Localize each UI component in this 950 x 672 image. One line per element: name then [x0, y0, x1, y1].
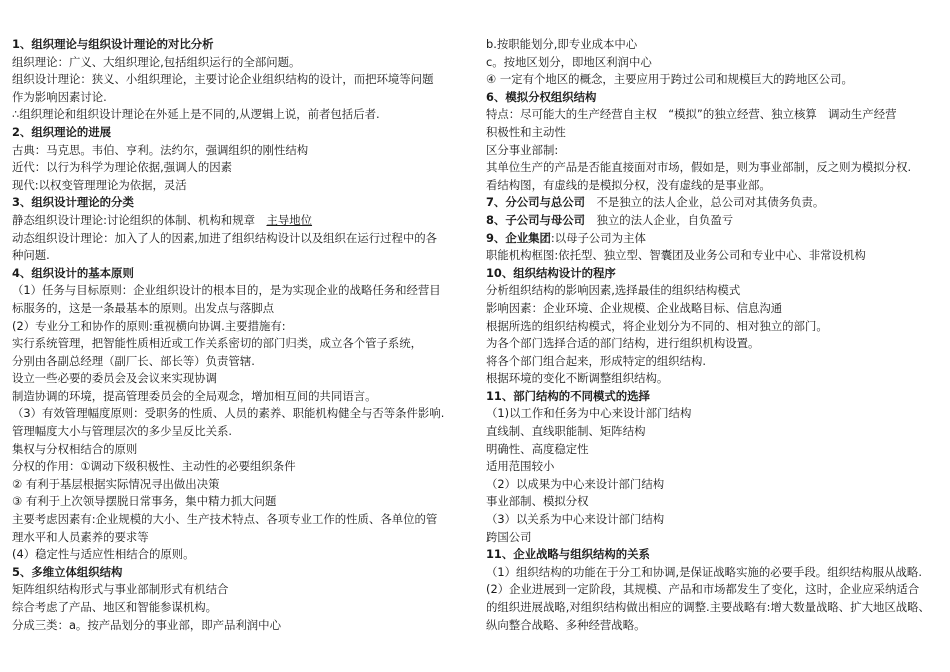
text-line: [12, 212, 464, 230]
text-line: [12, 388, 464, 406]
line-text: 近代：以行为科学为理论依据,强调人的因素: [12, 160, 233, 175]
line-text: 职能机构框图:依托型、独立型、智囊团及业务公司和专业中心、非常设机构: [486, 248, 866, 263]
line-text: 不是独立的法人企业，总公司对其债务负责。: [585, 195, 825, 210]
section-heading: [12, 194, 464, 212]
text-line: [12, 441, 464, 459]
text-line: [486, 247, 938, 265]
text-line: [12, 54, 464, 72]
line-text: （1）任务与目标原则：企业组织设计的根本目的，是为实现企业的战略任务和经营目: [12, 283, 441, 298]
line-text: b.按职能划分,即专业成本中心: [486, 37, 638, 51]
line-text: 现代:以权变管理理论为依据，灵活: [12, 177, 187, 192]
line-text: 其单位生产的产品是否能直接面对市场，假如是，则为事业部制，反之则为模拟分权.: [486, 160, 912, 175]
heading-text: 7、分公司与总公司: [486, 195, 586, 210]
line-text: 种问题.: [12, 248, 50, 263]
line-text: ② 有利于基层根据实际情况寻出做出决策: [12, 476, 220, 491]
section-heading: [486, 388, 938, 406]
text-line: [486, 476, 938, 494]
text-line: [12, 71, 464, 89]
line-text: 主要考虑因素有:企业规模的大小、生产技术特点、各项专业工作的性质、各单位的管: [12, 512, 438, 527]
text-line: [12, 177, 464, 195]
line-text: （3）以关系为中心来设计部门结构: [486, 512, 665, 527]
text-line: [486, 599, 938, 617]
text-line: [12, 318, 464, 336]
text-line: [486, 564, 938, 582]
right-column: [486, 36, 938, 634]
line-text: （1）组织结构的功能在于分工和协调,是保证战略实施的必要手段。组织结构服从战略.: [486, 564, 922, 579]
line-text: (2）企业进展到一定阶段，其规模、产品和市场都发生了变化，这时，企业应采纳适合: [486, 582, 920, 597]
text-line: [486, 282, 938, 300]
text-line: [12, 529, 464, 547]
line-text: 跨国公司: [486, 529, 532, 544]
text-line: [486, 36, 938, 54]
line-text: 制造协调的环境，提高管理委员会的全局观念，增加相互间的共同语言。: [12, 388, 377, 403]
line-text: 分析组织结构的影响因素,选择最佳的组织结构模式: [486, 283, 741, 298]
text-line: [486, 54, 938, 72]
text-line: [12, 405, 464, 423]
line-text: (2）专业分工和协作的原则:重视横向协调.主要措施有:: [12, 318, 286, 333]
heading-text: 1、组织理论与组织设计理论的对比分析: [12, 37, 214, 51]
line-text: 的组织进展战略,对组织结构做出相应的调整.主要战略有:增大数量战略、扩大地区战略、: [486, 600, 930, 614]
text-line: [486, 177, 938, 195]
line-text: 分权的作用：①调动下级积极性、主动性的必要组织条件: [12, 459, 296, 474]
section-heading: [486, 546, 938, 564]
line-text: ③ 有利于上次领导摆脱日常事务，集中精力抓大问题: [12, 494, 277, 509]
line-text: :以母子公司为主体: [550, 230, 646, 245]
text-line: [486, 159, 938, 177]
text-line: [12, 353, 464, 371]
line-text: 事业部制、模拟分权: [486, 494, 589, 509]
line-text: 设立一些必要的委员会及会议来实现协调: [12, 371, 218, 386]
text-line: [12, 247, 464, 265]
line-text: (4）稳定性与适应性相结合的原则。: [12, 547, 195, 562]
heading-text: 2、组织理论的进展: [12, 124, 112, 139]
line-text: ∴组织理论和组织设计理论在外延上是不同的,从逻辑上说，前者包括后者.: [12, 107, 380, 122]
heading-text: 10、组织结构设计的程序: [486, 265, 616, 280]
heading-text: 11、部门结构的不同模式的选择: [486, 388, 650, 403]
line-text: 分成三类：a。按产品划分的事业部，即产品利润中心: [12, 617, 281, 632]
text-line: [486, 106, 938, 124]
line-text: c。按地区划分，即地区利润中心: [486, 54, 652, 69]
section-heading: [12, 124, 464, 142]
line-text: （3）有效管理幅度原则：受职务的性质、人员的素养、职能机构健全与否等条件影响.: [12, 406, 445, 421]
line-text: ④ 一定有个地区的概念，主要应用于跨过公司和规模巨大的跨地区公司。: [486, 72, 853, 87]
text-line: [486, 300, 938, 318]
text-line: [12, 581, 464, 599]
text-line: [12, 106, 464, 124]
line-text: 作为影响因素讨论.: [12, 89, 107, 104]
line-text: 理水平和人员素养的要求等: [12, 529, 149, 544]
section-heading: [486, 194, 938, 212]
line-text: 管理幅度大小与管理层次的多少呈反比关系.: [12, 424, 233, 439]
line-text: 矩阵组织结构形式与事业部制形式有机结合: [12, 582, 229, 597]
line-text: 综合考虑了产品、地区和智能参谋机构。: [12, 600, 218, 614]
text-line: [486, 335, 938, 353]
text-line: [12, 300, 464, 318]
section-heading: [12, 265, 464, 283]
section-heading: [486, 265, 938, 283]
left-column: [12, 36, 464, 634]
line-text: （2）以成果为中心来设计部门结构: [486, 476, 665, 491]
heading-text: 9、企业集团: [486, 230, 551, 245]
text-line: [12, 599, 464, 617]
text-line: [486, 423, 938, 441]
line-text: 根据所选的组织结构模式，将企业划分为不同的、相对独立的部门。: [486, 318, 828, 333]
text-line: [486, 405, 938, 423]
line-text: 集权与分权相结合的原则: [12, 441, 138, 456]
text-line: [12, 89, 464, 107]
text-line: [12, 493, 464, 511]
text-line: [12, 511, 464, 529]
line-text: 影响因素：企业环境、企业规模、企业战略目标、信息沟通: [486, 300, 783, 315]
line-text: 为各个部门选择合适的部门结构，进行组织机构设置。: [486, 336, 760, 351]
line-text: 特点：尽可能大的生产经营自主权 “模拟”的独立经营、独立核算 调动生产经营: [486, 107, 897, 122]
text-line: [486, 142, 938, 160]
section-heading: [486, 212, 938, 230]
section-heading: [12, 36, 464, 54]
heading-text: 11、企业战略与组织结构的关系: [486, 547, 650, 562]
text-line: [12, 282, 464, 300]
heading-text: 4、组织设计的基本原则: [12, 265, 134, 280]
text-line: [12, 546, 464, 564]
heading-text: 3、组织设计理论的分类: [12, 195, 134, 210]
heading-text: 8、子公司与母公司: [486, 212, 586, 227]
text-line: [12, 159, 464, 177]
line-text: 静态组织设计理论:讨论组织的体制、机构和规章: [12, 212, 256, 227]
line-text: 区分事业部制:: [486, 142, 559, 157]
text-line: [486, 581, 938, 599]
text-line: [486, 353, 938, 371]
line-text: 纵向整合战略、多种经营战略。: [486, 617, 646, 632]
text-line: [486, 458, 938, 476]
line-text: 组织理论：广义、大组织理论,包括组织运行的全部问题。: [12, 54, 301, 69]
line-text: 组织设计理论：狭义、小组织理论，主要讨论企业组织结构的设计，而把环境等问题: [12, 72, 434, 87]
text-line: [12, 335, 464, 353]
text-line: [12, 370, 464, 388]
text-line: [486, 318, 938, 336]
text-line: [486, 493, 938, 511]
text-line: [12, 230, 464, 248]
text-line: [12, 617, 464, 635]
text-line: [12, 476, 464, 494]
text-line: [486, 441, 938, 459]
text-line: [486, 511, 938, 529]
text-line: [486, 617, 938, 635]
section-heading: [486, 230, 938, 248]
text-line: [486, 71, 938, 89]
line-text: 将各个部门组合起来，形成特定的组织结构.: [486, 353, 707, 368]
line-text: （1)以工作和任务为中心来设计部门结构: [486, 406, 692, 421]
line-text: 动态组织设计理论：加入了人的因素,加进了组织结构设计以及组织在运行过程中的各: [12, 230, 438, 245]
underlined-note: 主导地位: [266, 212, 313, 227]
line-text: 明确性、高度稳定性: [486, 441, 589, 456]
line-text: 看结构图，有虚线的是模拟分权，没有虚线的是事业部。: [486, 177, 771, 192]
line-text: 适用范围较小: [486, 459, 555, 474]
section-heading: [486, 89, 938, 107]
line-text: 标服务的，这是一条最基本的原则。出发点与落脚点: [12, 300, 274, 315]
line-text: 独立的法人企业，自负盈亏: [585, 212, 734, 227]
heading-text: 6、模拟分权组织结构: [486, 89, 597, 104]
line-text: 积极性和主动性: [486, 124, 566, 139]
line-text: 根据环境的变化不断调整组织结构。: [486, 371, 669, 386]
line-text: 直线制、直线职能制、矩阵结构: [486, 424, 646, 439]
heading-text: 5、多维立体组织结构: [12, 564, 123, 579]
text-line: [486, 124, 938, 142]
text-line: [12, 142, 464, 160]
line-text: 古典：马克思。韦伯、亨利。法约尔，强调组织的刚性结构: [12, 142, 309, 157]
line-text: 实行系统管理，把智能性质相近或工作关系密切的部门归类，成立各个管子系统，: [12, 336, 423, 351]
section-heading: [12, 564, 464, 582]
text-line: [12, 458, 464, 476]
line-text: 分别由各副总经理（副厂长、部长等）负责管辖.: [12, 353, 255, 368]
text-line: [12, 423, 464, 441]
text-line: [486, 370, 938, 388]
text-line: [486, 529, 938, 547]
